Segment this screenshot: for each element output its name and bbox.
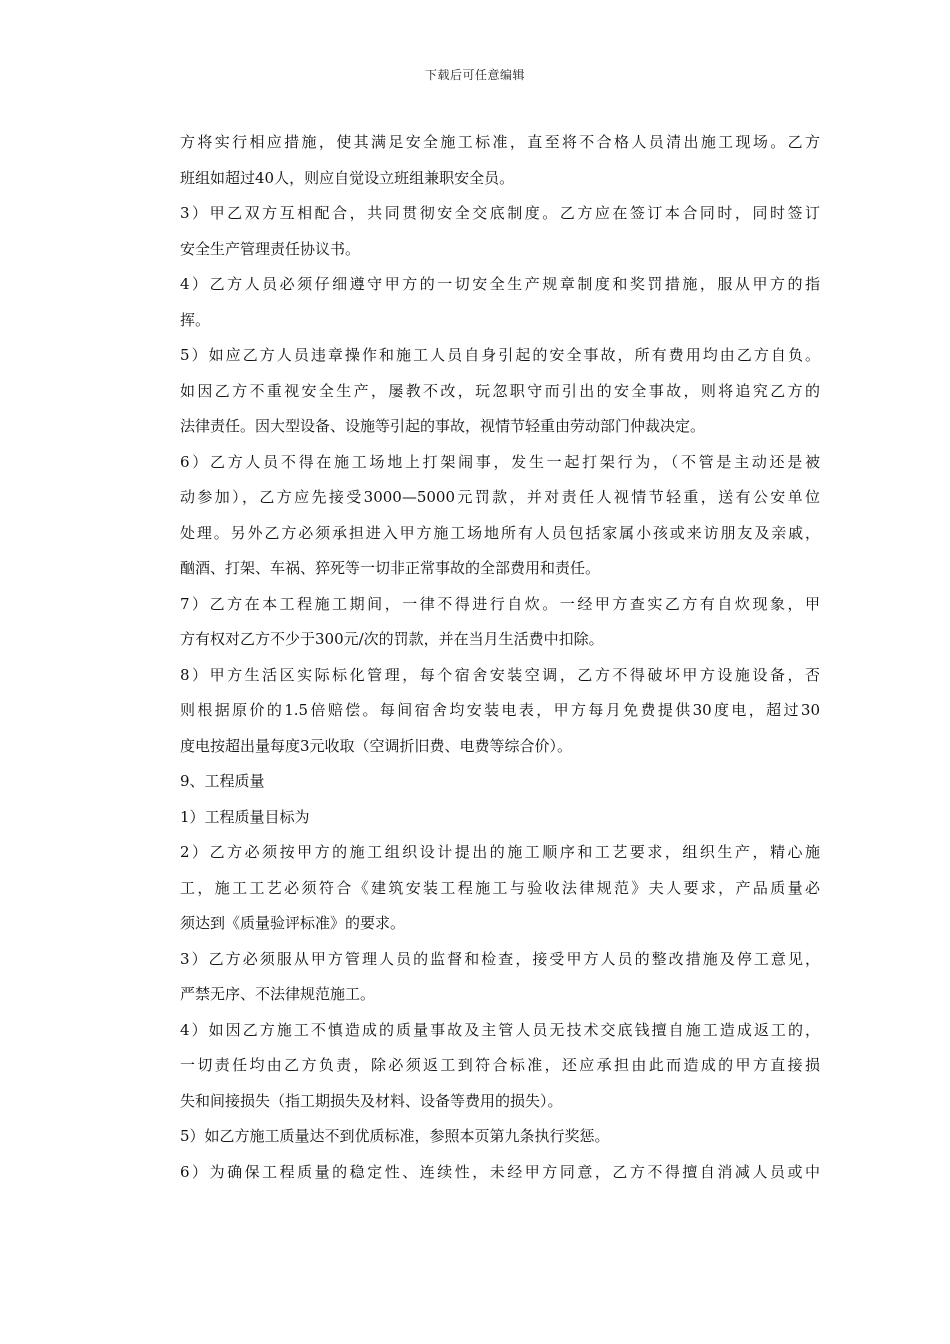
text-line: 严禁无序、不法律规范施工。 (180, 985, 376, 1003)
text-line: 度电按超出量每度3元收取（空调折旧费、电费等综合价）。 (180, 736, 573, 755)
text-line: 9、工程质量 (180, 772, 265, 790)
text-line: 挥。 (180, 310, 211, 329)
text-line: 酗酒、打架、车祸、猝死等一切非正常事故的全部费用和责任。 (180, 559, 601, 577)
text-line: 3）乙方必须服从甲方管理人员的监督和检查，接受甲方人员的整改措施及停工意见， (180, 949, 820, 968)
text-line: 安全生产管理责任协议书。 (180, 239, 361, 258)
text-line: 5）如乙方施工质量达不到优质标准，参照本页第九条执行奖惩。 (180, 1127, 610, 1145)
text-line: 则根据原价的1.5倍赔偿。每间宿舍均安装电表，甲方每月免费提供30度电，超过30 (180, 701, 820, 719)
text-line: 4）乙方人员必须仔细遵守甲方的一切安全生产规章制度和奖罚措施，服从甲方的指 (180, 275, 820, 293)
text-line: 动参加），乙方应先接受3000—5000元罚款，并对责任人视情节轻重，送有公安单位 (180, 488, 820, 506)
text-line: 4）如因乙方施工不慎造成的质量事故及主管人员无技术交底钱擅自施工造成返工的， (180, 1020, 820, 1039)
text-line: 8）甲方生活区实际标化管理，每个宿舍安装空调，乙方不得破坏甲方设施设备，否 (180, 665, 820, 684)
text-line: 方将实行相应措施，使其满足安全施工标准，直至将不合格人员清出施工现场。乙方 (180, 133, 820, 151)
text-line: 7）乙方在本工程施工期间，一律不得进行自炊。一经甲方查实乙方有自炊现象，甲 (180, 594, 820, 613)
text-line: 法律责任。因大型设备、设施等引起的事故，视情节轻重由劳动部门仲裁决定。 (180, 417, 706, 435)
text-line: 工，施工工艺必须符合《建筑安装工程施工与验收法律规范》夫人要求，产品质量必 (180, 878, 820, 897)
text-line: 失和间接损失（指工期损失及材料、设备等费用的损失）。 (180, 1091, 563, 1110)
text-line: 6）为确保工程质量的稳定性、连续性，未经甲方同意，乙方不得擅自消减人员或中 (180, 1162, 820, 1181)
document-body (180, 125, 820, 1190)
text-line: 须达到《质量验评标准》的要求。 (180, 914, 406, 932)
text-line: 3）甲乙双方互相配合，共同贯彻安全交底制度。乙方应在签订本合同时，同时签订 (180, 204, 820, 222)
text-line: 6）乙方人员不得在施工场地上打架闹事，发生一起打架行为，（不管是主动还是被 (180, 452, 820, 471)
text-line: 5）如应乙方人员违章操作和施工人员自身引起的安全事故，所有费用均由乙方自负。 (180, 346, 820, 364)
text-line: 1）工程质量目标为 (180, 807, 310, 826)
text-line: 班组如超过40人，则应自觉设立班组兼职安全员。 (180, 168, 515, 187)
text-line: 一切责任均由乙方负责，除必须返工到符合标准，还应承担由此而造成的甲方直接损 (180, 1056, 820, 1074)
text-line: 2）乙方必须按甲方的施工组织设计提出的施工顺序和工艺要求，组织生产，精心施 (180, 843, 820, 861)
text-line: 方有权对乙方不少于300元/次的罚款，并在当月生活费中扣除。 (180, 630, 604, 648)
text-line: 如因乙方不重视安全生产，屡教不改，玩忽职守而引出的安全事故，则将追究乙方的 (180, 381, 820, 400)
page-header-note: 下载后可任意编辑 (424, 68, 525, 82)
text-line: 处理。另外乙方必须承担进入甲方施工场地所有人员包括家属小孩或来访朋友及亲戚， (180, 523, 820, 542)
